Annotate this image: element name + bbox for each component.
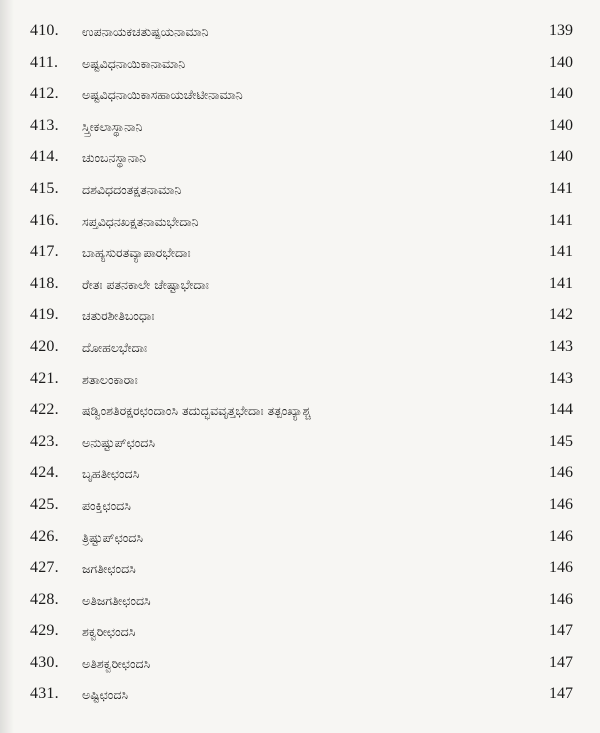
toc-entry xyxy=(0,618,600,650)
entry-number: 426. xyxy=(30,527,59,545)
entry-number: 417. xyxy=(30,243,59,261)
entry-title: ಬೃಹತೀಛಂದಸಿ xyxy=(82,466,140,482)
entry-number: 418. xyxy=(30,274,59,292)
entry-page-number: 143 xyxy=(549,337,573,355)
entry-number: 415. xyxy=(30,179,59,197)
entry-title: ಸಪ್ತವಿಧನಖಕ್ಷತನಾಮಭೇದಾನಿ xyxy=(82,213,199,229)
entry-title: ದಶವಿಧದಂತಕ್ಷತನಾಮಾನಿ xyxy=(82,181,182,197)
toc-entry xyxy=(0,208,600,240)
entry-page-number: 146 xyxy=(549,464,573,482)
entry-title: ಅಷ್ಟಿಛಂದಸಿ xyxy=(82,687,129,703)
entry-page-number: 147 xyxy=(549,685,573,703)
toc-entry xyxy=(0,397,600,429)
entry-title: ಅಷ್ಟವಿಧನಾಯಿಕಾನಾಮಾನಿ xyxy=(82,55,186,71)
entry-number: 430. xyxy=(30,653,59,671)
entry-title: ಅತಿಶಕ್ವರೀಛಂದಸಿ xyxy=(82,655,151,671)
toc-entry xyxy=(0,50,600,82)
table-of-contents xyxy=(0,18,600,713)
toc-entry xyxy=(0,650,600,682)
entry-number: 412. xyxy=(30,85,59,103)
entry-page-number: 146 xyxy=(549,559,573,577)
entry-number: 421. xyxy=(30,369,59,387)
toc-entry xyxy=(0,524,600,556)
entry-page-number: 145 xyxy=(549,432,573,450)
entry-page-number: 140 xyxy=(549,85,573,103)
entry-page-number: 139 xyxy=(549,22,573,39)
entry-page-number: 146 xyxy=(549,527,573,545)
entry-title: ರೇತಃ ಪತನಕಾಲೇ ಚೇಷ್ಟಾಭೇದಾಃ xyxy=(82,276,209,292)
toc-entry xyxy=(0,239,600,271)
toc-entry xyxy=(0,366,600,398)
toc-entry xyxy=(0,176,600,208)
entry-page-number: 141 xyxy=(549,211,573,229)
entry-title: ತ್ರಿಷ್ಟುಪ್‌ಛಂದಸಿ xyxy=(82,529,144,545)
toc-entry xyxy=(0,81,600,113)
entry-title: ಉಪನಾಯಕಚತುಷ್ಪಯನಾಮಾನಿ xyxy=(82,24,209,39)
toc-entry xyxy=(0,18,600,50)
entry-title: ದೋಹಲಭೇದಾಃ xyxy=(82,339,148,355)
entry-number: 425. xyxy=(30,495,59,513)
entry-number: 431. xyxy=(30,685,59,703)
entry-page-number: 141 xyxy=(549,179,573,197)
entry-title: ಅನುಷ್ಟುಪ್‌ಛಂದಸಿ xyxy=(82,434,156,450)
entry-number: 422. xyxy=(30,401,59,419)
entry-number: 416. xyxy=(30,211,59,229)
toc-entry xyxy=(0,113,600,145)
entry-number: 411. xyxy=(30,53,59,71)
entry-title: ಚುಂಬನಸ್ಥಾನಾನಿ xyxy=(82,150,147,166)
entry-title: ಅತಿಜಗತೀಛಂದಸಿ xyxy=(82,592,151,608)
entry-title: ಷಡ್ವಿಂಶತಿರಕ್ಷರಛಂದಾಂಸಿ ತದುದ್ಭವವೃತ್ತಭೇದಾಃ ತತ್ಪಂಖ್ಯಾಶ್ಚ xyxy=(82,403,311,419)
entry-title: ಅಷ್ಟವಿಧನಾಯಿಕಾಸಹಾಯಚೇಟೀನಾಮಾನಿ xyxy=(82,87,243,103)
entry-number: 419. xyxy=(30,306,59,324)
toc-entry xyxy=(0,271,600,303)
entry-title: ಚತುರಶೀತಿಬಂಧಾಃ xyxy=(82,308,155,324)
entry-page-number: 144 xyxy=(549,401,573,419)
entry-title: ಜಗತೀಛಂದಸಿ xyxy=(82,561,136,577)
entry-page-number: 142 xyxy=(549,306,573,324)
entry-page-number: 141 xyxy=(549,274,573,292)
entry-page-number: 147 xyxy=(549,653,573,671)
entry-title: ಶತಾಲಂಕಾರಾಃ xyxy=(82,371,138,387)
entry-page-number: 140 xyxy=(549,53,573,71)
entry-number: 410. xyxy=(30,22,59,39)
toc-entry xyxy=(0,144,600,176)
entry-number: 429. xyxy=(30,622,59,640)
toc-entry xyxy=(0,555,600,587)
entry-page-number: 146 xyxy=(549,495,573,513)
entry-number: 420. xyxy=(30,337,59,355)
entry-page-number: 140 xyxy=(549,148,573,166)
toc-entry xyxy=(0,492,600,524)
entry-number: 423. xyxy=(30,432,59,450)
entry-page-number: 140 xyxy=(549,116,573,134)
entry-number: 414. xyxy=(30,148,59,166)
entry-page-number: 146 xyxy=(549,590,573,608)
entry-title: ಬಾಹ್ಯಸುರತವ್ಯಾಪಾರಭೇದಾಃ xyxy=(82,245,191,261)
toc-entry xyxy=(0,334,600,366)
toc-entry xyxy=(0,429,600,461)
toc-entry xyxy=(0,681,600,713)
toc-entry xyxy=(0,460,600,492)
entry-title: ಶಕ್ವರೀಛಂದಸಿ xyxy=(82,624,136,640)
toc-entry xyxy=(0,587,600,619)
toc-entry xyxy=(0,302,600,334)
entry-number: 424. xyxy=(30,464,59,482)
entry-page-number: 141 xyxy=(549,243,573,261)
entry-page-number: 147 xyxy=(549,622,573,640)
entry-number: 428. xyxy=(30,590,59,608)
entry-page-number: 143 xyxy=(549,369,573,387)
entry-title: ಸ್ತ್ರೀಕಲಾಸ್ಥಾನಾನಿ xyxy=(82,118,143,134)
entry-number: 427. xyxy=(30,559,59,577)
entry-number: 413. xyxy=(30,116,59,134)
entry-title: ಪಂಕ್ತಿಛಂದಸಿ xyxy=(82,497,131,513)
